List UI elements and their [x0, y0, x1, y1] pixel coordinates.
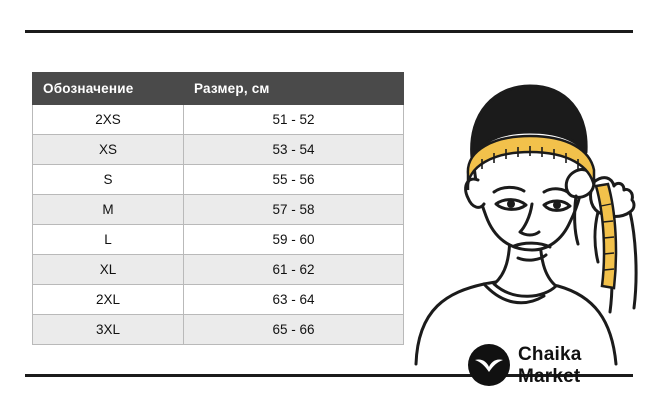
cell-size: 61 - 62	[184, 255, 404, 285]
brand-logo	[468, 344, 582, 386]
cell-size: 53 - 54	[184, 135, 404, 165]
bird-swoosh-icon	[475, 357, 503, 373]
brand-name-line2: Market	[518, 365, 581, 387]
table-row	[33, 225, 404, 255]
head-measuring-illustration	[398, 46, 638, 366]
chaika-bird-icon	[468, 344, 510, 386]
cell-size: 51 - 52	[184, 105, 404, 135]
cell-designation: M	[33, 195, 184, 225]
cell-designation: 3XL	[33, 315, 184, 345]
cell-size: 57 - 58	[184, 195, 404, 225]
brand-name	[518, 345, 582, 386]
column-header-designation: Обозначение	[33, 73, 184, 105]
top-divider	[25, 30, 633, 33]
size-table	[32, 72, 404, 345]
table-row	[33, 315, 404, 345]
table-row	[33, 195, 404, 225]
head-measure-icon	[398, 46, 638, 366]
table-header-row	[33, 73, 404, 105]
cell-designation: 2XS	[33, 105, 184, 135]
cell-designation: XL	[33, 255, 184, 285]
cell-designation: XS	[33, 135, 184, 165]
column-header-size-cm: Размер, см	[184, 73, 404, 105]
cell-size: 59 - 60	[184, 225, 404, 255]
size-table-body	[33, 105, 404, 345]
table-row	[33, 285, 404, 315]
brand-name-line1: Chaika	[518, 343, 582, 365]
cell-size: 55 - 56	[184, 165, 404, 195]
table-row	[33, 255, 404, 285]
cell-size: 65 - 66	[184, 315, 404, 345]
cell-size: 63 - 64	[184, 285, 404, 315]
size-table-header	[33, 73, 404, 105]
table-row	[33, 105, 404, 135]
cell-designation: L	[33, 225, 184, 255]
cell-designation: 2XL	[33, 285, 184, 315]
table-row	[33, 165, 404, 195]
table-row	[33, 135, 404, 165]
cell-designation: S	[33, 165, 184, 195]
